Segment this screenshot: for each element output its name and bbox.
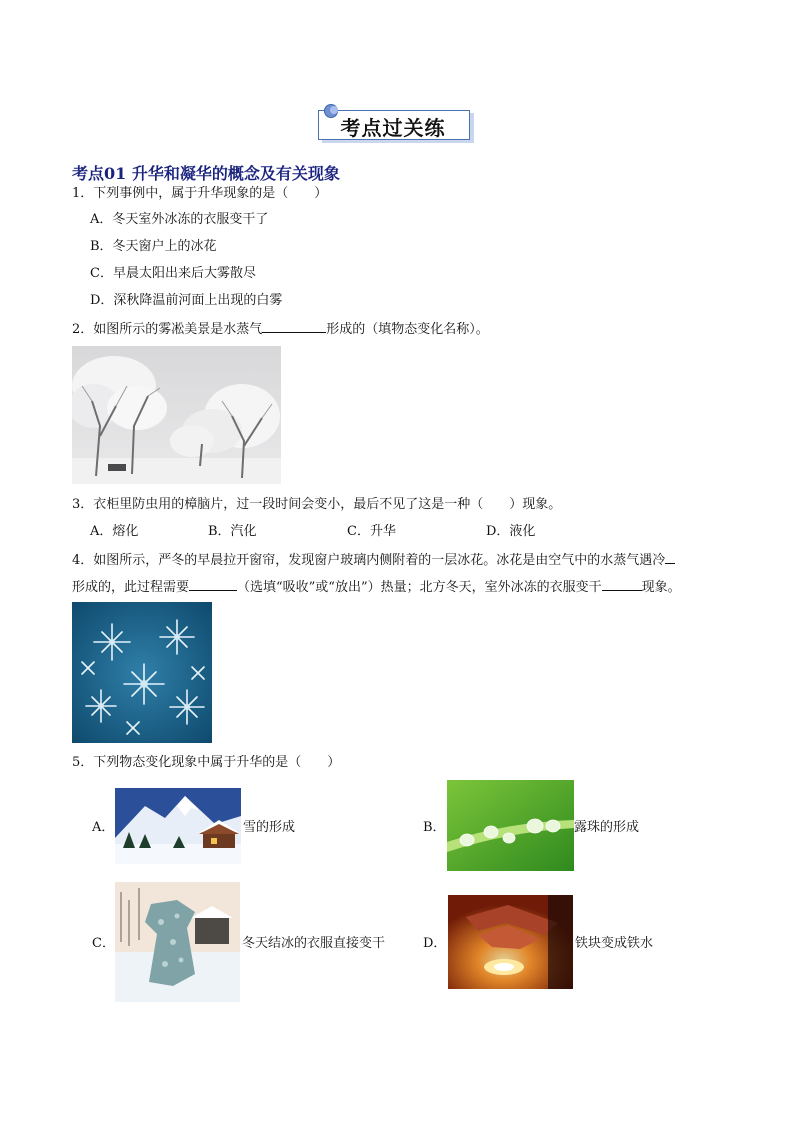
q3-stem: 3．衣柜里防虫用的樟脑片，过一段时间会变小，最后不见了这是一种（ ）现象。 [72,497,562,512]
q1-stem: 1．下列事例中，属于升华现象的是（ ） [72,186,328,201]
q1-option-a: A．冬天室外冰冻的衣服变干了 [90,212,269,227]
q5-stem: 5．下列物态变化现象中属于升华的是（ ） [72,755,341,770]
q2-stem-part2: 形成的（填物态变化名称）。 [326,322,489,337]
badge-title: 考点过关练 [340,116,446,140]
q4-answer-blank-3 [602,578,642,591]
q5-option-c-caption: 冬天结冰的衣服直接变干 [242,936,386,951]
q4-answer-blank-2 [189,578,237,591]
q4-stem-part-a: 形成的，此过程需要 [72,580,190,595]
q1-option-c: C．早晨太阳出来后大雾散尽 [90,266,256,281]
q5-option-b-caption: 露珠的形成 [574,820,640,835]
q2-answer-blank [262,320,326,333]
q2-stem-part1: 2．如图所示的雾凇美景是水蒸气 [72,322,263,337]
q3-option-c: C．升华 [347,524,396,539]
snow-mountain-photo [115,788,241,864]
q3-option-a: A．熔化 [90,524,139,539]
section-heading: 考点01 升华和凝华的概念及有关现象 [72,164,340,183]
q4-answer-blank-1 [665,551,675,564]
q1-option-b: B．冬天窗户上的冰花 [90,239,217,254]
q4-line2 [72,578,681,596]
q5-option-a-letter: A． [92,820,115,835]
q5-option-d-caption: 铁块变成铁水 [575,936,654,951]
q1-option-d: D．深秋降温前河面上出现的白雾 [90,293,283,308]
q5-option-d-letter: D． [423,936,447,951]
q5-option-b-letter: B． [423,820,446,835]
q2-stem [72,320,489,338]
rime-trees-photo [72,346,281,484]
q4-stem-line1: 4．如图所示，严冬的早晨拉开窗帘，发现窗户玻璃内侧附着的一层冰花。冰花是由空气中的水蒸气遇冷 [72,553,666,568]
q4-line1 [72,551,675,569]
q4-stem-part-c: 现象。 [641,580,681,595]
section-title-badge [318,104,474,140]
q4-stem-part-b: （选填“吸收”或“放出”）热量；北方冬天，室外冰冻的衣服变干 [237,580,602,595]
q3-option-b: B．汽化 [208,524,257,539]
q5-option-a-caption: 雪的形成 [243,820,296,835]
q3-option-d: D．液化 [486,524,536,539]
dew-drops-photo [447,780,574,871]
frost-flower-photo [72,602,212,743]
q5-option-c-letter: C． [92,936,115,951]
frozen-clothes-photo [115,882,240,1002]
molten-iron-photo [448,895,573,989]
